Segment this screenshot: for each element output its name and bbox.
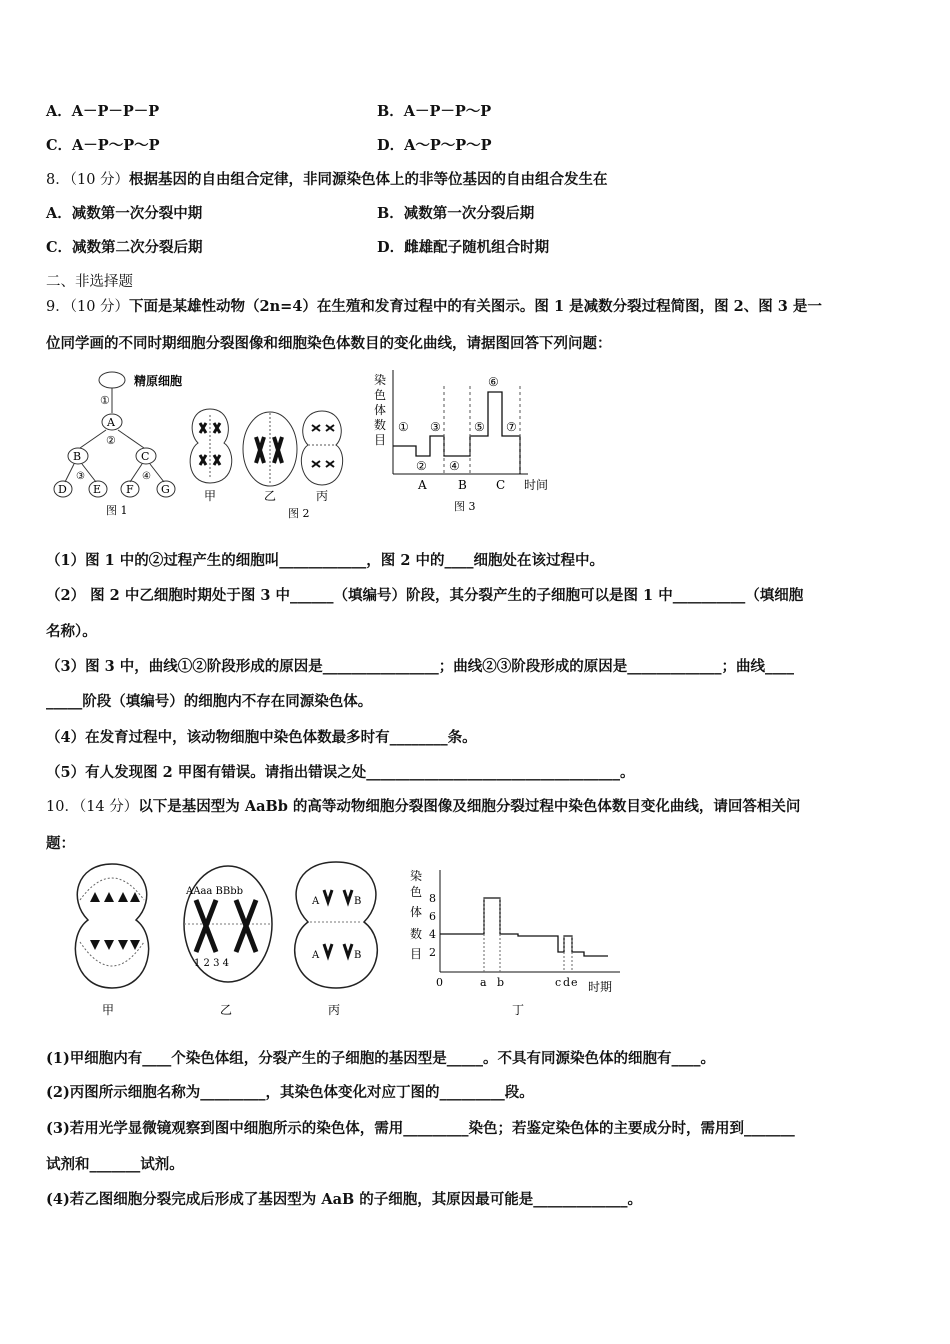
fig1-line-cf — [130, 464, 142, 482]
fig3-ylabel-1: 色 — [374, 388, 387, 402]
q9-figure-3 — [368, 366, 558, 518]
q10-label-ding: 丁 — [512, 1003, 525, 1017]
ding-origin: 0 — [436, 976, 443, 989]
fig2-label-bing: 丙 — [316, 489, 329, 503]
fig1-step-1: ① — [100, 394, 110, 407]
q8-number: 8．（10 分） — [46, 172, 130, 188]
q9-sub3-line2: _____阶段（填编号）的细胞内不存在同源染色体。 — [46, 693, 373, 710]
fig3-ylabel-4: 目 — [374, 433, 387, 447]
q10-label-bing: 丙 — [328, 1003, 341, 1017]
q10-stem-text1: 以下是基因型为 AaBb 的高等动物细胞分裂图像及细胞分裂过程中染色体数目变化曲线，请回答相关问 — [138, 798, 801, 815]
q9-sub4: （4）在发育过程中，该动物细胞中染色体数最多时有________条。 — [46, 729, 477, 746]
ding-ylabel-4: 目 — [410, 947, 423, 961]
q9-figure-1 — [48, 368, 188, 518]
q9-stem-line1 — [46, 297, 822, 317]
fig2-caption: 图 2 — [288, 507, 310, 520]
fig1-step-2: ② — [106, 434, 116, 447]
q10-cell-jia — [75, 864, 148, 988]
ding-xlabel: 时期 — [588, 980, 613, 994]
q10-chart-ding — [410, 868, 620, 1017]
fig1-top-label: 精原细胞 — [134, 374, 183, 388]
q10-cell-bing — [295, 862, 378, 988]
fig2-label-jia: 甲 — [204, 489, 217, 503]
q8-stem-text: 根据基因的自由组合定律，非同源染色体上的非等位基因的自由组合发生在 — [129, 171, 608, 188]
q7-option-c: C．A－P～P～P — [46, 137, 160, 154]
fig3-mark-2: ② — [416, 459, 427, 473]
fig3-mark-4: ④ — [449, 459, 460, 473]
ding-ylabel-2: 体 — [410, 905, 423, 919]
q7-option-b: B．A－P－P～P — [377, 103, 492, 120]
q9-sub2-line1: （2） 图 2 中乙细胞时期处于图 3 中______（填编号）阶段，其分裂产生的子细胞可以是图 1 中__________（填细胞 — [46, 587, 804, 604]
ding-xtick-c: c — [555, 976, 562, 989]
fig3-mark-1: ① — [398, 420, 409, 434]
fig2-cell-yi — [243, 412, 297, 486]
q9-sub3-line1: （3）图 3 中，曲线①②阶段形成的原因是________________；曲线②③阶段形成的原因是_____________；曲线____ — [46, 658, 795, 675]
q10-yi-genes: AAaa BBbb — [186, 886, 244, 897]
fig1-step-4: ④ — [142, 471, 151, 482]
fig1-line-ab — [80, 430, 106, 448]
fig3-xlabel: 时间 — [524, 478, 549, 492]
q9-stem-line2: 位同学画的不同时期细胞分裂图像和细胞染色体数目的变化曲线，请据图回答下列问题： — [46, 335, 612, 352]
q9-figure-2 — [184, 405, 356, 520]
q8-option-d: D．雌雄配子随机组合时期 — [377, 239, 550, 256]
q10-sub3-line1: (3)若用光学显微镜观察到图中细胞所示的染色体，需用_________染色；若鉴定染色体的主要成分时，需用到_______ — [46, 1120, 795, 1137]
q9-sub5: （5）有人发现图 2 甲图有错误。请指出错误之处___________________________________。 — [46, 764, 635, 781]
fig3-ylabel-0: 染 — [374, 373, 387, 387]
q10-figure — [60, 860, 640, 1032]
fig3-ylabel-3: 数 — [374, 418, 387, 432]
fig3-caption: 图 3 — [454, 500, 476, 513]
fig1-label-c: C — [141, 450, 150, 463]
q10-sub2: (2)丙图所示细胞名称为_________，其染色体变化对应丁图的_________段。 — [46, 1084, 534, 1101]
fig2-cell-bing — [301, 411, 342, 485]
ding-xtick-a: a — [480, 976, 487, 989]
fig3-xtick-b: B — [458, 478, 467, 492]
q10-sub3-line2: 试剂和_______试剂。 — [46, 1156, 184, 1173]
q8-option-a: A．减数第一次分裂中期 — [46, 205, 203, 222]
ding-ytick-4: 4 — [429, 928, 436, 941]
fig3-xtick-c: C — [496, 478, 506, 492]
fig1-line-bd — [65, 464, 74, 482]
q9-stem-text1: 下面是某雄性动物（2n=4）在生殖和发育过程中的有关图示。图 1 是减数分裂过程简图，图 2、图 3 是一 — [129, 298, 822, 315]
q8-option-c: C．减数第二次分裂后期 — [46, 239, 203, 256]
ding-ylabel-1: 色 — [410, 885, 423, 899]
fig1-line-cg — [150, 464, 164, 482]
ding-ylabel-0: 染 — [410, 869, 423, 883]
ding-ytick-8: 8 — [429, 892, 436, 905]
fig1-line-ac — [118, 430, 144, 448]
q10-label-jia: 甲 — [102, 1003, 115, 1017]
fig3-mark-7: ⑦ — [506, 420, 517, 434]
q10-label-yi: 乙 — [220, 1003, 233, 1017]
svg-text:A: A — [312, 896, 320, 907]
svg-text:B: B — [354, 896, 362, 907]
fig3-xtick-a: A — [418, 478, 427, 492]
svg-text:B: B — [354, 950, 362, 961]
q10-stem-line1 — [46, 797, 800, 817]
fig1-label-f: F — [126, 483, 134, 496]
fig1-label-b: B — [73, 450, 82, 463]
fig1-step-3: ③ — [76, 471, 85, 482]
fig2-label-yi: 乙 — [264, 489, 277, 503]
q10-yi-numbers: 1 2 3 4 — [194, 958, 229, 969]
q9-sub2-line2: 名称）。 — [46, 623, 97, 640]
q9-number: 9．（10 分） — [46, 299, 130, 315]
q10-number: 10．（14 分） — [46, 799, 139, 815]
section-heading: 二、非选择题 — [46, 274, 133, 290]
q10-stem-line2: 题： — [46, 835, 75, 852]
ding-ytick-6: 6 — [429, 910, 436, 923]
svg-text:A: A — [312, 950, 320, 961]
fig1-label-a: A — [107, 416, 115, 429]
fig3-mark-5: ⑤ — [474, 420, 485, 434]
ding-xtick-d: d — [563, 976, 571, 989]
ding-ylabel-3: 数 — [410, 927, 423, 941]
q8-option-b: B．减数第一次分裂后期 — [377, 205, 535, 222]
fig3-ylabel-2: 体 — [374, 403, 387, 417]
fig3-mark-3: ③ — [430, 420, 441, 434]
ding-ytick-2: 2 — [429, 946, 436, 959]
q7-option-d: D．A～P～P～P — [377, 137, 492, 154]
q10-sub4: (4)若乙图细胞分裂完成后形成了基因型为 AaB 的子细胞，其原因最可能是_____________。 — [46, 1191, 643, 1208]
fig1-label-e: E — [93, 483, 102, 496]
fig2-cell-jia — [190, 409, 232, 483]
q8-stem — [46, 170, 608, 190]
q7-option-a: A．A－P－P－P — [46, 103, 160, 120]
ding-xtick-e: e — [571, 976, 578, 989]
ding-xtick-b: b — [497, 976, 505, 989]
fig1-label-g: G — [161, 483, 170, 496]
fig1-caption: 图 1 — [106, 504, 128, 517]
fig1-label-d: D — [58, 483, 67, 496]
q10-sub1: (1)甲细胞内有____个染色体组，分裂产生的子细胞的基因型是_____。不具有同源染色体的细胞有____。 — [46, 1050, 716, 1067]
q9-sub1: （1）图 1 中的②过程产生的细胞叫____________，图 2 中的____细胞处在该过程中。 — [46, 552, 604, 569]
fig3-mark-6: ⑥ — [488, 375, 499, 389]
fig1-spermatogonium-cell — [99, 372, 125, 388]
ding-curve — [440, 898, 608, 956]
